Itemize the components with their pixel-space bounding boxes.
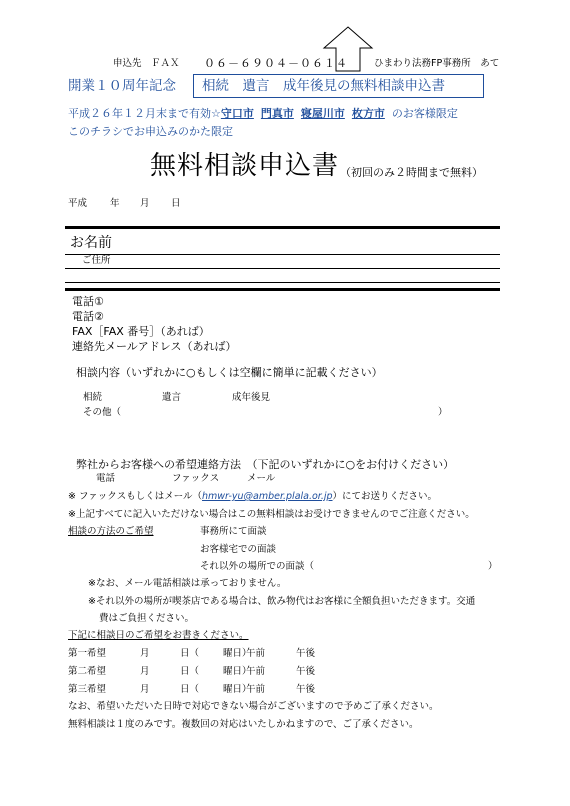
fax-label: 申込先 ＦＡＸ — [113, 58, 180, 69]
method-note-2a: ※それ以外の場所が喫茶店である場合は、飲み物代はお客様に全額負担いただきます。交通 — [88, 596, 476, 607]
date-day: 日 — [171, 198, 181, 209]
schedule-label: 下記に相談日のご希望をお書きください。 — [68, 630, 249, 641]
contact-method-label: 弊社からお客様への希望連絡方法 （下記のいずれかに○をお付けください） — [76, 458, 455, 471]
rule-3 — [65, 282, 500, 283]
schedule-row-am: 午前 — [246, 648, 266, 659]
method-label: 相談の方法のご希望 — [68, 526, 154, 537]
address-label: ご住所 — [82, 255, 111, 266]
rule-1 — [65, 254, 500, 255]
schedule-row-name: 第三希望 — [68, 684, 107, 695]
banner-title: 相続 遺言 成年後見の無料相談申込書 — [202, 78, 445, 94]
name-label: お名前 — [70, 235, 112, 251]
method-note-2b: 費はご負担ください。 — [99, 613, 195, 624]
city-hirakata: 枚方市 — [351, 107, 385, 120]
validity-head: 平成２６年１２月末まで有効☆ — [68, 107, 221, 120]
content-option-will: 遺言 — [162, 392, 182, 403]
validity-tail: のお客様限定 — [391, 107, 458, 120]
schedule-row-am: 午前 — [246, 684, 266, 695]
other-close: ） — [438, 407, 448, 418]
validity-line-2: このチラシでお申込みのかた限定 — [68, 125, 233, 138]
city-neyagawa: 寝屋川市 — [300, 107, 345, 120]
email-field-label: 連絡先メールアドレス（あれば） — [72, 340, 237, 353]
date-month: 月 — [140, 198, 150, 209]
schedule-row-name: 第一希望 — [68, 648, 107, 659]
other-open: その他（ — [83, 407, 122, 418]
schedule-row-month: 月 — [140, 666, 150, 677]
contact-note-1-post: ）にてお送りください。 — [332, 491, 438, 502]
contact-option-fax: ファックス — [172, 473, 220, 484]
city-kadoma: 門真市 — [260, 107, 294, 120]
contact-option-phone: 電話 — [96, 473, 116, 484]
schedule-row-pm: 午後 — [296, 666, 316, 677]
schedule-row-month: 月 — [140, 648, 150, 659]
form-title: 無料相談申込書 — [150, 151, 340, 181]
rule-2 — [65, 268, 500, 269]
office-name: ひまわり法務FP事務所 あて — [374, 58, 500, 69]
phone2-label: 電話② — [72, 310, 104, 323]
rule-4 — [65, 288, 500, 291]
validity-line-1 — [68, 108, 458, 119]
schedule-row-pm: 午後 — [296, 648, 316, 659]
content-option-inheritance: 相続 — [83, 392, 103, 403]
method-other-close: ） — [488, 561, 498, 572]
content-label: 相談内容（いずれかに○もしくは空欄に簡単に記載ください） — [76, 366, 383, 379]
contact-note-1-pre: ※ ファックスもしくはメール（ — [68, 491, 203, 502]
schedule-row-am: 午前 — [246, 666, 266, 677]
schedule-row-pm: 午後 — [296, 684, 316, 695]
schedule-row-day: 日（ — [180, 648, 200, 659]
schedule-note-1: なお、希望いただいた日時で対応できない場合がございますので予めご了承ください。 — [68, 701, 439, 712]
fax-number: ０６－６９０４－０６１４ — [204, 57, 348, 70]
city-moriguchi: 守口市 — [220, 107, 254, 120]
date-year: 年 — [110, 198, 120, 209]
fax-field-label: FAX［FAX 番号］（あれば） — [72, 325, 210, 338]
date-era: 平成 — [68, 198, 88, 209]
method-option-office: 事務所にて面談 — [200, 526, 267, 537]
method-option-home: お客様宅での面談 — [200, 544, 277, 555]
contact-email-link[interactable]: hmwr-yu@amber.plala.or.jp — [202, 491, 333, 502]
schedule-row-dow: 曜日） — [223, 666, 252, 677]
contact-note-2: ※上記すべてに記入いただけない場合はこの無料相談はお受けできませんのでご注意ください。 — [68, 509, 475, 520]
content-option-guardianship: 成年後見 — [232, 392, 271, 403]
method-option-other: それ以外の場所での面談（ — [200, 561, 315, 572]
schedule-row-dow: 曜日） — [223, 648, 252, 659]
anniversary-label: 開業１０周年記念 — [68, 78, 176, 94]
schedule-row-day: 日（ — [180, 684, 200, 695]
schedule-row-month: 月 — [140, 684, 150, 695]
contact-note-1 — [68, 492, 437, 502]
schedule-row-dow: 曜日） — [223, 684, 252, 695]
contact-option-email: メール — [247, 473, 276, 484]
top-rule — [65, 226, 500, 229]
method-note-1: ※なお、メール電話相談は承っておりません。 — [88, 578, 287, 589]
schedule-note-2: 無料相談は１度のみです。複数回の対応はいたしかねますので、ご了承ください。 — [68, 719, 419, 730]
form-subtitle: （初回のみ２時間まで無料） — [340, 166, 483, 179]
phone1-label: 電話① — [72, 295, 104, 308]
schedule-row-name: 第二希望 — [68, 666, 107, 677]
schedule-row-day: 日（ — [180, 666, 200, 677]
banner-title-box — [193, 74, 484, 98]
